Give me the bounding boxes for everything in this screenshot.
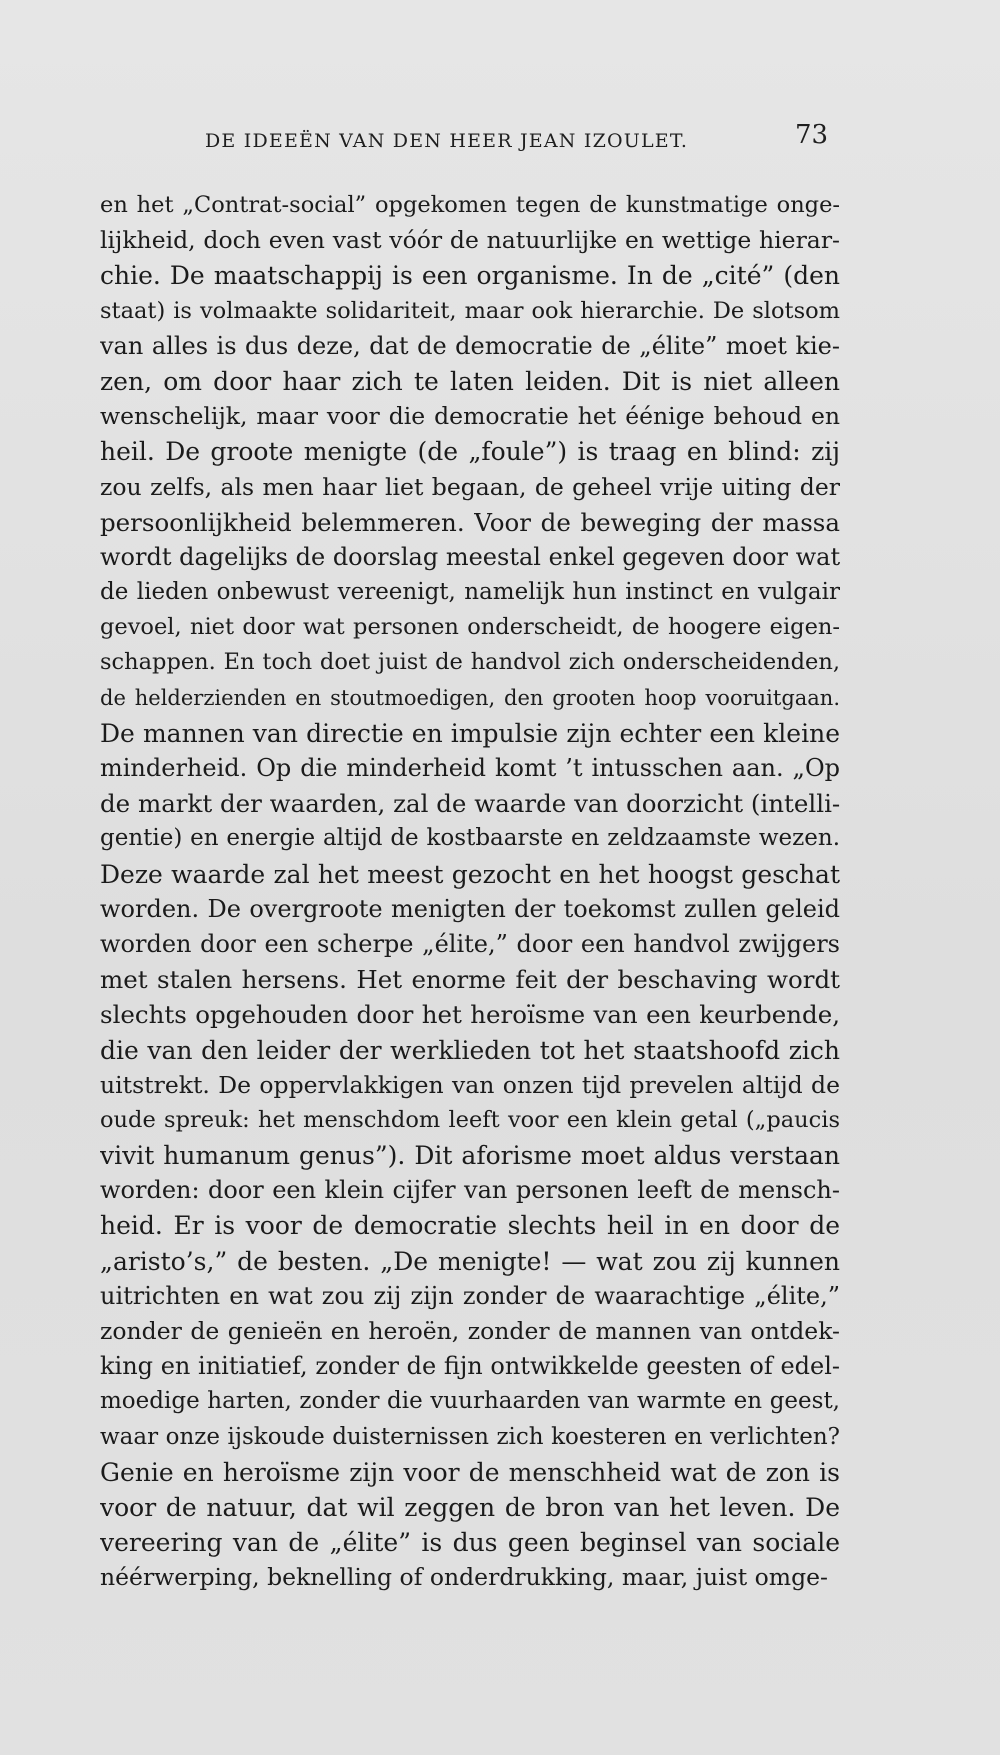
text-line: oude spreuk: het menschdom leeft voor een klein getal („paucis <box>100 1106 840 1133</box>
text-line: heid. Er is voor de democratie slechts heil in en door de <box>100 1211 840 1241</box>
text-line: schappen. En toch doet juist de handvol zich onderscheidenden, <box>100 649 840 676</box>
text-line: gevoel, niet door wat personen onderscheidt, de hoogere eigen- <box>100 614 840 641</box>
page-number: 73 <box>795 120 829 150</box>
text-line: de lieden onbewust vereenigt, namelijk hun instinct en vulgair <box>100 579 840 606</box>
text-line: met stalen hersens. Het enorme feit der beschaving wordt <box>100 965 840 995</box>
text-line: en het „Contrat-social” opgekomen tegen de kunstmatige onge- <box>100 192 840 218</box>
text-line: chie. De maatschappij is een organisme. In de „cité” (den <box>100 261 840 291</box>
text-line: De mannen van directie en impulsie zijn echter een kleine <box>100 718 840 748</box>
text-line: de helderzienden en stoutmoedigen, den grooten hoop vooruitgaan. <box>100 685 840 710</box>
text-line: lijkheid, doch even vast vóór de natuurlijke en wettige hierar- <box>100 226 840 255</box>
text-line: slechts opgehouden door het heroïsme van een keurbende, <box>100 1000 840 1030</box>
text-line: minderheid. Op die minderheid komt ’t intusschen aan. „Op <box>100 754 840 782</box>
text-line: heil. De groote menigte (de „foule”) is traag en blind: zij <box>100 437 840 467</box>
text-line: wenschelijk, maar voor die democratie het éénige behoud en <box>100 402 840 431</box>
text-line: worden door een scherpe „élite,” door een handvol zwijgers <box>100 929 840 958</box>
text-line: uitrichten en wat zou zij zijn zonder de waarachtige „élite,” <box>100 1281 840 1310</box>
text-line: voor de natuur, dat wil zeggen de bron van het leven. De <box>100 1492 840 1522</box>
text-line: worden. De overgroote menigten der toekomst zullen geleid <box>100 894 840 923</box>
text-line: Deze waarde zal het meest gezocht en het hoogst geschat <box>100 859 840 889</box>
text-line: „aristo’s,” de besten. „De menigte! — wat zou zij kunnen <box>100 1246 840 1276</box>
text-line: van alles is dus deze, dat de democratie de „élite” moet kie- <box>100 331 840 360</box>
body-text <box>100 188 840 1596</box>
text-line: uitstrekt. De oppervlakkigen van onzen tijd prevelen altijd de <box>100 1070 840 1099</box>
text-line: staat) is volmaakte solidariteit, maar ook hierarchie. De slotsom <box>100 297 840 324</box>
text-line: de markt der waarden, zal de waarde van doorzicht (intelli- <box>100 789 840 819</box>
text-line: gentie) en energie altijd de kostbaarste en zeldzaamste wezen. <box>100 825 840 852</box>
text-line: zou zelfs, als men haar liet begaan, de geheel vrije uiting der <box>100 472 840 501</box>
text-line: worden: door een klein cijfer van personen leeft de mensch- <box>100 1176 840 1205</box>
running-head: DE IDEEËN VAN DEN HEER JEAN IZOULET. <box>205 130 689 152</box>
text-line: vivit humanum genus”). Dit aforisme moet aldus verstaan <box>100 1141 840 1171</box>
text-line: waar onze ijskoude duisternissen zich koesteren en verlichten? <box>100 1423 840 1450</box>
text-line: Genie en heroïsme zijn voor de menschheid wat de zon is <box>100 1457 840 1487</box>
text-line: zen, om door haar zich te laten leiden. Dit is niet alleen <box>100 366 840 396</box>
text-line: persoonlijkheid belemmeren. Voor de beweging der massa <box>100 507 840 537</box>
text-line: vereering van de „élite” is dus geen beginsel van sociale <box>100 1528 840 1558</box>
text-line: moedige harten, zonder die vuurhaarden van warmte en geest, <box>100 1388 840 1415</box>
text-line: die van den leider der werklieden tot het staatshoofd zich <box>100 1035 840 1065</box>
text-line: king en initiatief, zonder de fijn ontwikkelde geesten of edel- <box>100 1352 840 1381</box>
text-line: wordt dagelijks de doorslag meestal enkel gegeven door wat <box>100 542 840 571</box>
text-line: zonder de genieën en heroën, zonder de mannen van ontdek- <box>100 1317 840 1345</box>
text-line: néérwerping, beknelling of onderdrukking, maar, juist omge- <box>100 1563 828 1592</box>
